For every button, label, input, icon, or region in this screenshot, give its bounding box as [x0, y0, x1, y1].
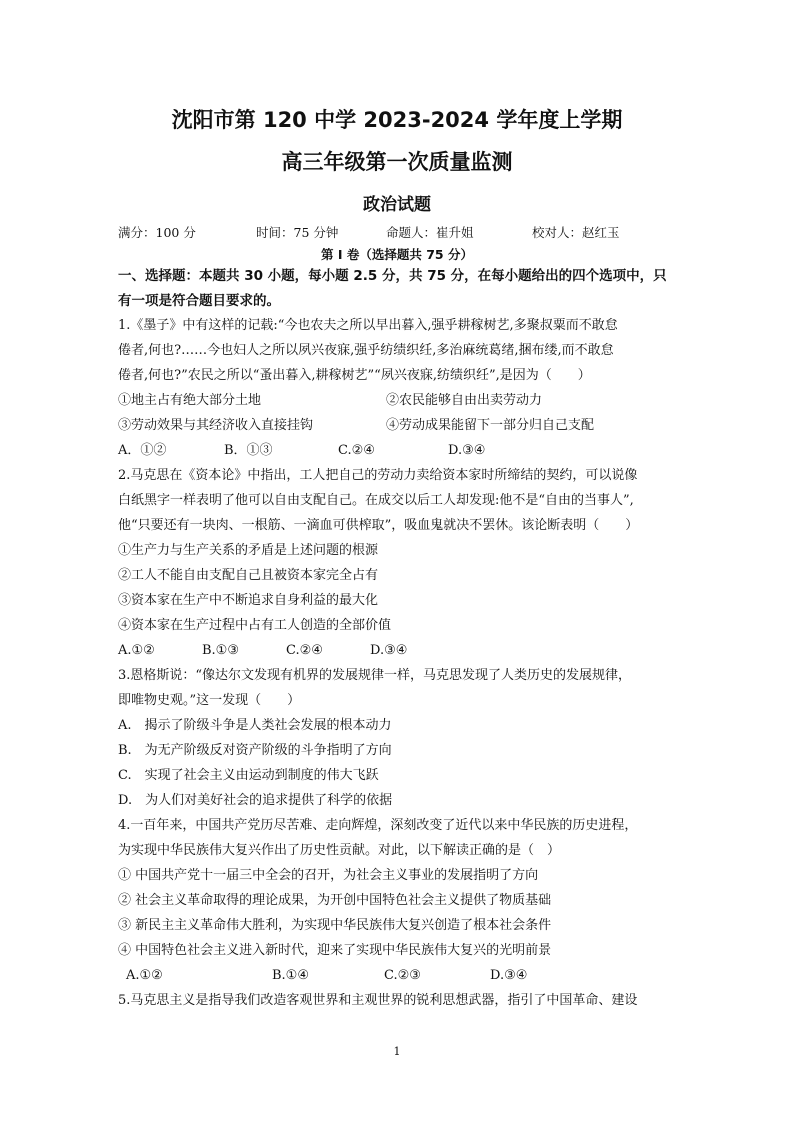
full-score: 满分：100 分 — [118, 225, 196, 240]
q2-stem-line2: 白纸黑字一样表明了他可以自由支配自己。在成交以后工人却发现:他不是“自由的当事人”, — [118, 493, 634, 508]
q3-choice-d[interactable]: D. 为人们对美好社会的追求提供了科学的依据 — [118, 793, 393, 808]
exam-subject: 政治试题 — [363, 195, 431, 215]
q4-choice-c[interactable]: C.②③ — [384, 968, 421, 983]
exam-time: 时间：75 分钟 — [256, 225, 339, 240]
page-number: 1 — [393, 1045, 401, 1058]
q3-choice-a[interactable]: A. 揭示了阶级斗争是人类社会发展的根本动力 — [118, 718, 392, 733]
q2-choices — [118, 643, 678, 659]
section-instructions-line1: 一、选择题：本题共 30 小题，每小题 2.5 分，共 75 分，在每小题给出的四个选项中，只 — [118, 268, 667, 284]
q1-choice-b[interactable]: B．①③ — [224, 443, 273, 458]
q2-stem-line1: 2.马克思在《资本论》中指出，工人把自己的劳动力卖给资本家时所缔结的契约，可以说像 — [118, 468, 638, 483]
q3-choice-c[interactable]: C. 实现了社会主义由运动到制度的伟大飞跃 — [118, 768, 379, 783]
q2-statement-2: ②工人不能自由支配自己且被资本家完全占有 — [118, 568, 379, 583]
part-title: 第 I 卷（选择题共 75 分） — [321, 247, 473, 262]
exam-checker: 校对人：赵红玉 — [532, 225, 620, 240]
q1-choice-d[interactable]: D.③④ — [448, 443, 486, 458]
q1-statement-3: ③劳动效果与其经济收入直接挂钩 — [118, 418, 314, 433]
q4-stem-line2: 为实现中华民族伟大复兴作出了历史性贡献。对此，以下解读正确的是（ ） — [118, 843, 561, 858]
q2-statement-1: ①生产力与生产关系的矛盾是上述问题的根源 — [118, 543, 379, 558]
q2-choice-c[interactable]: C.②④ — [286, 643, 323, 658]
q1-statement-4: ④劳动成果能留下一部分归自己支配 — [386, 418, 595, 433]
exam-author: 命题人：崔升姐 — [386, 225, 474, 240]
q4-choice-a[interactable]: A.①② — [126, 968, 163, 983]
q4-choice-b[interactable]: B.①④ — [272, 968, 309, 983]
q5-stem-line1: 5.马克思主义是指导我们改造客观世界和主观世界的锐利思想武器，指引了中国革命、建设 — [118, 993, 638, 1008]
q4-stem-line1: 4.一百年来，中国共产党历尽苦难、走向辉煌，深刻改变了近代以来中华民族的历史进程， — [118, 818, 638, 833]
q1-statements-row2 — [118, 418, 678, 434]
q3-choice-b[interactable]: B. 为无产阶级反对资产阶级的斗争指明了方向 — [118, 743, 392, 758]
q4-statement-2: ② 社会主义革命取得的理论成果，为开创中国特色社会主义提供了物质基础 — [118, 893, 552, 908]
q4-statement-4: ④ 中国特色社会主义进入新时代，迎来了实现中华民族伟大复兴的光明前景 — [118, 943, 552, 958]
q1-statement-2: ②农民能够自由出卖劳动力 — [386, 393, 543, 408]
exam-title: 沈阳市第 120 中学 2023-2024 学年度上学期 — [171, 108, 623, 132]
q3-stem-line2: 即唯物史观。”这一发现（ ） — [118, 693, 301, 708]
q4-choice-d[interactable]: D.③④ — [490, 968, 528, 983]
q4-choices — [118, 968, 678, 984]
q4-statement-1: ① 中国共产党十一届三中全会的召开，为社会主义事业的发展指明了方向 — [118, 868, 539, 883]
q1-stem-line3: 倦者,何也?”农民之所以“蚤出暮入,耕稼树艺”“夙兴夜寐,纺绩织纴”,是因为（ ） — [118, 368, 591, 383]
q3-stem-line1: 3.恩格斯说：“像达尔文发现有机界的发展规律一样，马克思发现了人类历史的发展规律， — [118, 668, 632, 683]
q1-stem-line1: 1.《墨子》中有这样的记载:“今也农夫之所以早出暮入,强乎耕稼树艺,多聚叔粟而不敢怠 — [118, 318, 618, 333]
q1-stem-line2: 倦者,何也?……今也妇人之所以夙兴夜寐,强乎纺绩织纴,多治麻统葛绪,捆布缕,而不敢怠 — [118, 343, 614, 358]
q2-choice-b[interactable]: B.①③ — [202, 643, 239, 658]
q1-choices — [118, 443, 678, 459]
q2-statement-3: ③资本家在生产中不断追求自身利益的最大化 — [118, 593, 379, 608]
q2-choice-d[interactable]: D.③④ — [370, 643, 408, 658]
q2-stem-line3: 他“只要还有一块肉、一根筋、一滴血可供榨取”，吸血鬼就决不罢休。该论断表明（ ） — [118, 518, 639, 533]
q1-choice-c[interactable]: C.②④ — [338, 443, 375, 458]
q1-choice-a[interactable]: A．①② — [118, 443, 167, 458]
section-instructions-line2: 有一项是符合题目要求的。 — [118, 293, 280, 309]
q2-choice-a[interactable]: A.①② — [118, 643, 155, 658]
q1-statements-row1 — [118, 393, 678, 409]
q4-statement-3: ③ 新民主主义革命伟大胜利，为实现中华民族伟大复兴创造了根本社会条件 — [118, 918, 552, 933]
q1-statement-1: ①地主占有绝大部分土地 — [118, 393, 262, 408]
q2-statement-4: ④资本家在生产过程中占有工人创造的全部价值 — [118, 618, 392, 633]
exam-subtitle: 高三年级第一次质量监测 — [281, 150, 513, 174]
